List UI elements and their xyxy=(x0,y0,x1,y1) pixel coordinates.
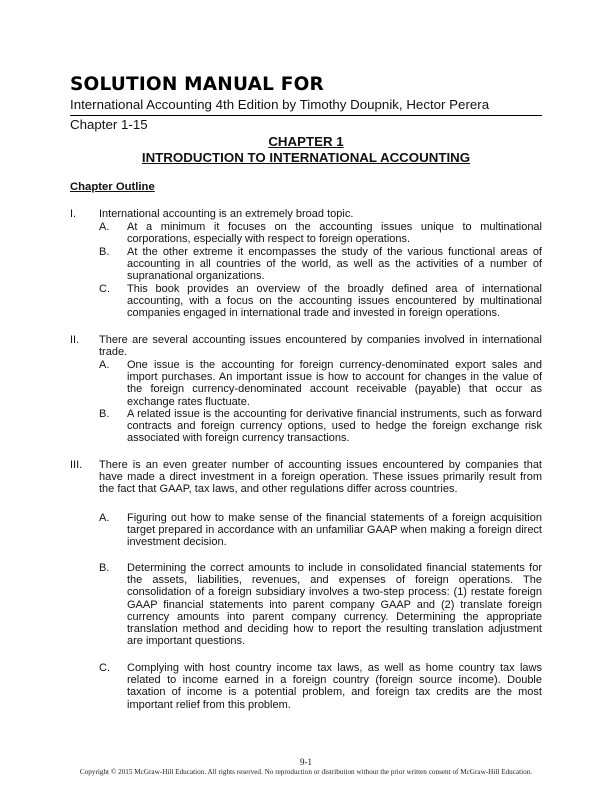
section-text: International accounting is an extremely broad topic. xyxy=(99,208,354,220)
item-letter: C. xyxy=(99,662,110,674)
item-text: This book provides an overview of the broadly defined area of international accounting, with a focus on the accounting issues encountered by multinational companies engaged in international trade and invested in foreign operations. xyxy=(127,283,542,320)
page-number: 9-1 xyxy=(300,757,312,767)
item-text: Figuring out how to make sense of the financial statements of a foreign acquisition target prepared in accordance with an unfamiliar GAAP when making a foreign direct investment decision. xyxy=(127,512,542,549)
item-letter: C. xyxy=(99,283,110,295)
item-text: Determining the correct amounts to include in consolidated financial statements for the assets, liabilities, revenues, and expenses of foreign operations. The consolidation of a foreign subsidiary involves a two-step process: (1) restate foreign GAAP financial statements into parent company GAAP and (2) translate foreign currency amounts into parent company currency. Determining the appropriate translation method and deciding how to report the resulting translation adjustment are important questions. xyxy=(127,562,542,648)
section-text: There are several accounting issues encountered by companies involved in international trade. xyxy=(99,334,542,359)
item-letter: A. xyxy=(99,512,110,524)
item-text: Complying with host country income tax laws, as well as home country tax laws related to income earned in a foreign country (foreign source income). Double taxation of income is a potential problem, and foreign tax credits are the most important relief from this problem. xyxy=(127,662,542,711)
section-numeral: I. xyxy=(70,208,77,220)
solution-manual-banner: SOLUTION MANUAL FOR xyxy=(70,74,324,95)
item-letter: B. xyxy=(99,562,110,574)
item-letter: B. xyxy=(99,246,110,258)
section-text: There is an even greater number of accounting issues encountered by companies that have made a direct investment in a foreign operation. These issues primarily result from the fact that GAAP, tax laws, and other regulations differ across countries. xyxy=(99,459,542,496)
chapter-number: CHAPTER 1 xyxy=(268,134,344,149)
item-text: At the other extreme it encompasses the study of the various functional areas of accounting in all countries of the world, as well as the activities of a number of supranational organizations. xyxy=(127,246,542,283)
chapter-outline-heading: Chapter Outline xyxy=(70,181,155,193)
item-letter: A. xyxy=(99,359,110,371)
header-divider xyxy=(70,115,542,116)
section-numeral: III. xyxy=(70,459,83,471)
item-text: A related issue is the accounting for derivative financial instruments, such as forward contracts and foreign currency options, used to hedge the foreign exchange risk associated with foreign currency transactions. xyxy=(127,408,542,445)
chapter-range: Chapter 1-15 xyxy=(70,117,148,132)
item-letter: B. xyxy=(99,408,110,420)
section-numeral: II. xyxy=(70,334,80,346)
book-subtitle: International Accounting 4th Edition by Timothy Doupnik, Hector Perera xyxy=(70,97,490,112)
item-text: At a minimum it focuses on the accounting issues unique to multinational corporations, especially with respect to foreign operations. xyxy=(127,221,542,246)
item-letter: A. xyxy=(99,221,110,233)
copyright-notice: Copyright © 2015 McGraw-Hill Education. All rights reserved. No reproduction or distribution without the prior written consent of McGraw-Hill Education. xyxy=(79,768,533,776)
item-text: One issue is the accounting for foreign currency-denominated export sales and import purchases. An important issue is how to account for changes in the value of the foreign currency-denominated account receivable (payable) that occur as exchange rates fluctuate. xyxy=(127,359,542,408)
chapter-title: INTRODUCTION TO INTERNATIONAL ACCOUNTING xyxy=(141,150,471,165)
